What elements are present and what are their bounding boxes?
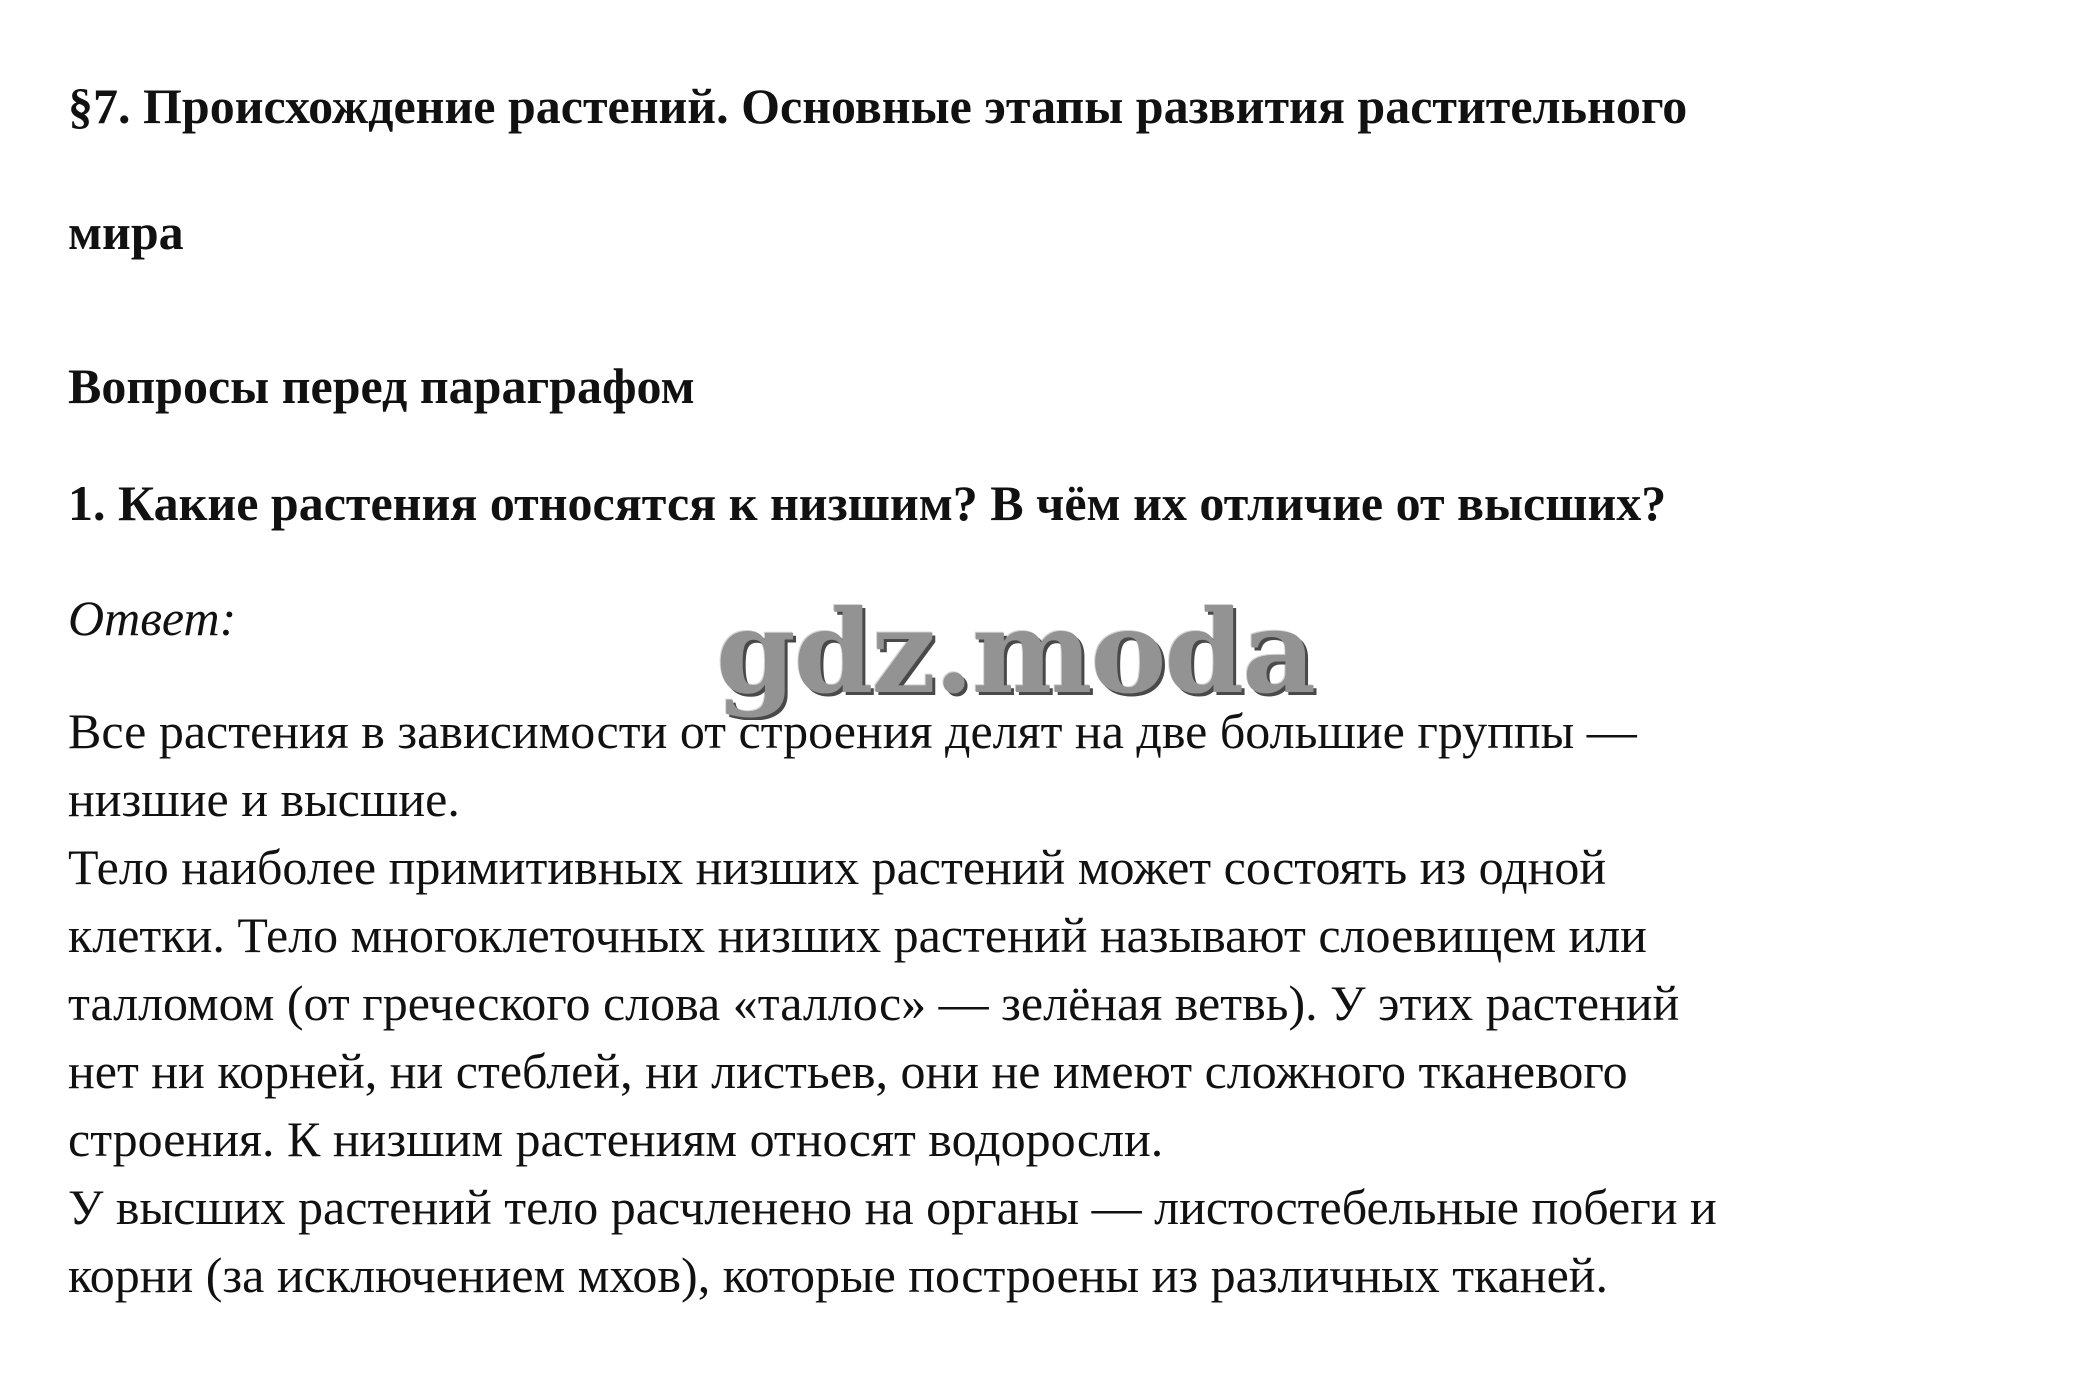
answer-line: У высших растений тело расчленено на органы — листостебельные побеги и — [68, 1179, 1717, 1235]
answer-line: низшие и высшие. — [68, 771, 460, 827]
answer-line: талломом (от греческого слова «таллос» — зелёная ветвь). У этих растений — [68, 975, 1680, 1031]
question-text: 1. Какие растения относятся к низшим? В чём их отличие от высших? — [68, 475, 1667, 531]
answer-line: Тело наиболее примитивных низших растений может состоять из одной — [68, 839, 1607, 895]
watermark-logo: gdz.moda — [716, 585, 1315, 719]
page-title-line-1: §7. Происхождение растений. Основные этапы развития растительного — [68, 78, 1688, 134]
answer-label: Ответ: — [68, 590, 237, 646]
answer-body — [68, 697, 2028, 1309]
page-title-line-2: мира — [68, 204, 184, 260]
answer-line: корни (за исключением мхов), которые построены из различных тканей. — [68, 1247, 1609, 1303]
answer-line: Все растения в зависимости от строения делят на две большие группы — — [68, 703, 1637, 759]
answer-line: клетки. Тело многоклеточных низших растений называют слоевищем или — [68, 907, 1647, 963]
section-heading: Вопросы перед параграфом — [68, 358, 695, 414]
answer-line: строения. К низшим растениям относят водоросли. — [68, 1111, 1164, 1167]
answer-line: нет ни корней, ни стеблей, ни листьев, они не имеют сложного тканевого — [68, 1043, 1628, 1099]
